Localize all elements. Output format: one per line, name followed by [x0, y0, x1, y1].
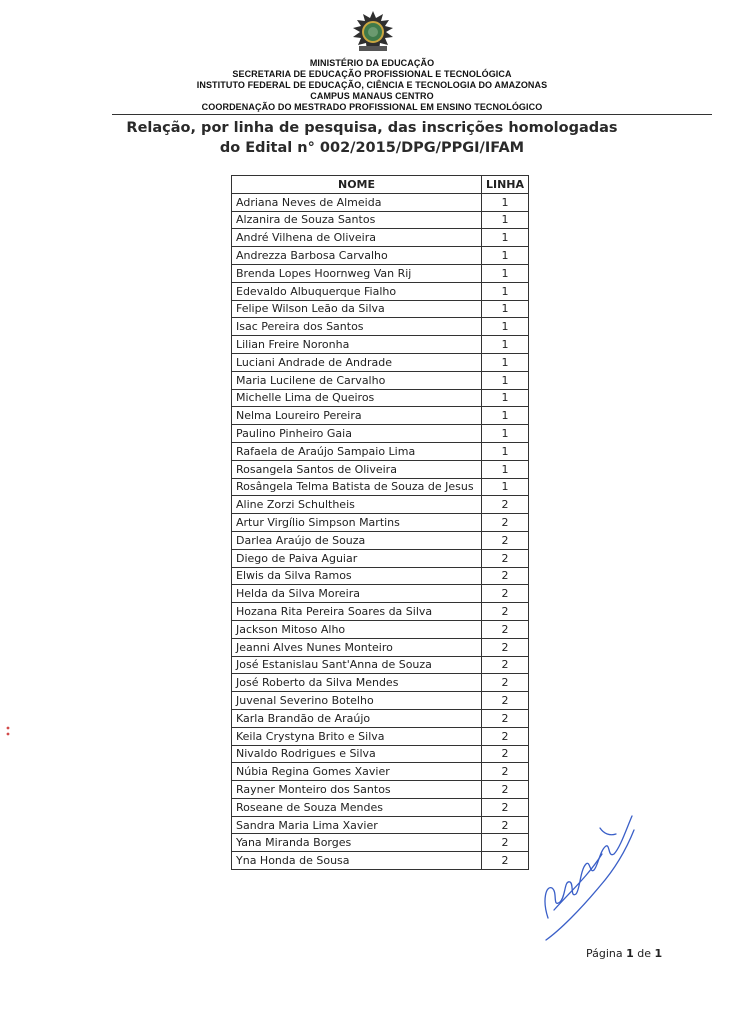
table-row [232, 389, 529, 407]
cell-name: Lilian Freire Noronha [232, 336, 482, 354]
coat-of-arms-icon [350, 10, 396, 56]
table-row [232, 798, 529, 816]
cell-line: 1 [482, 371, 529, 389]
cell-line: 2 [482, 514, 529, 532]
table-row [232, 781, 529, 799]
cell-line: 2 [482, 834, 529, 852]
cell-name: Rosângela Telma Batista de Souza de Jesus [232, 478, 482, 496]
cell-name: Paulino Pinheiro Gaia [232, 425, 482, 443]
cell-line: 1 [482, 229, 529, 247]
cell-name: Keila Crystyna Brito e Silva [232, 727, 482, 745]
cell-line: 2 [482, 585, 529, 603]
cell-name: Nivaldo Rodrigues e Silva [232, 745, 482, 763]
cell-line: 1 [482, 425, 529, 443]
registrations-table [231, 175, 529, 870]
cell-name: Jeanni Alves Nunes Monteiro [232, 638, 482, 656]
cell-name: Rafaela de Araújo Sampaio Lima [232, 442, 482, 460]
table-row [232, 674, 529, 692]
cell-line: 2 [482, 638, 529, 656]
header-coordination: COORDENAÇÃO DO MESTRADO PROFISSIONAL EM ENSINO TECNOLÓGICO [201, 102, 543, 112]
cell-line: 2 [482, 709, 529, 727]
cell-name: Rayner Monteiro dos Santos [232, 781, 482, 799]
page-total: 1 [654, 947, 663, 960]
table-row [232, 567, 529, 585]
table-row [232, 816, 529, 834]
cell-name: José Estanislau Sant'Anna de Souza [232, 656, 482, 674]
cell-name: Helda da Silva Moreira [232, 585, 482, 603]
cell-line: 1 [482, 264, 529, 282]
header-secretariat: SECRETARIA DE EDUCAÇÃO PROFISSIONAL E TECNOLÓGICA [232, 69, 512, 79]
handwritten-signature [530, 790, 650, 950]
table-row [232, 353, 529, 371]
cell-name: Juvenal Severino Botelho [232, 692, 482, 710]
cell-name: Rosangela Santos de Oliveira [232, 460, 482, 478]
table-row [232, 496, 529, 514]
table-row [232, 247, 529, 265]
table-row [232, 692, 529, 710]
table-body [232, 193, 529, 869]
table-row [232, 371, 529, 389]
table-row [232, 282, 529, 300]
table-row [232, 585, 529, 603]
cell-line: 2 [482, 496, 529, 514]
cell-name: Alzanira de Souza Santos [232, 211, 482, 229]
cell-name: Brenda Lopes Hoornweg Van Rij [232, 264, 482, 282]
column-header-name: NOME [232, 176, 482, 194]
table-row [232, 318, 529, 336]
header-campus: CAMPUS MANAUS CENTRO [310, 91, 434, 101]
cell-name: Michelle Lima de Queiros [232, 389, 482, 407]
cell-line: 2 [482, 781, 529, 799]
cell-line: 1 [482, 318, 529, 336]
cell-name: Jackson Mitoso Alho [232, 620, 482, 638]
cell-line: 2 [482, 816, 529, 834]
cell-name: Elwis da Silva Ramos [232, 567, 482, 585]
table-row [232, 407, 529, 425]
cell-line: 1 [482, 247, 529, 265]
cell-name: José Roberto da Silva Mendes [232, 674, 482, 692]
cell-name: Núbia Regina Gomes Xavier [232, 763, 482, 781]
cell-line: 2 [482, 745, 529, 763]
cell-line: 1 [482, 460, 529, 478]
document-title-line1: Relação, por linha de pesquisa, das inscrições homologadas [126, 120, 618, 136]
cell-line: 2 [482, 763, 529, 781]
cell-line: 1 [482, 193, 529, 211]
header-institute: INSTITUTO FEDERAL DE EDUCAÇÃO, CIÊNCIA E TECNOLOGIA DO AMAZONAS [196, 80, 548, 90]
cell-name: Andrezza Barbosa Carvalho [232, 247, 482, 265]
cell-name: Darlea Araújo de Souza [232, 531, 482, 549]
table-row [232, 709, 529, 727]
page-label: Página [586, 947, 623, 960]
cell-line: 2 [482, 531, 529, 549]
table-row [232, 514, 529, 532]
cell-name: Yna Honda de Sousa [232, 852, 482, 870]
table-row [232, 336, 529, 354]
cell-name: Isac Pereira dos Santos [232, 318, 482, 336]
table-row [232, 763, 529, 781]
cell-line: 2 [482, 549, 529, 567]
table-row [232, 264, 529, 282]
cell-name: Hozana Rita Pereira Soares da Silva [232, 603, 482, 621]
cell-line: 1 [482, 211, 529, 229]
cell-line: 2 [482, 620, 529, 638]
column-header-line: LINHA [482, 176, 529, 194]
cell-name: Karla Brandão de Araújo [232, 709, 482, 727]
cell-line: 2 [482, 674, 529, 692]
cell-line: 1 [482, 389, 529, 407]
cell-line: 1 [482, 407, 529, 425]
cell-line: 1 [482, 478, 529, 496]
cell-line: 2 [482, 852, 529, 870]
table-row [232, 656, 529, 674]
page-of: de [637, 947, 652, 960]
table-row [232, 834, 529, 852]
cell-name: Luciani Andrade de Andrade [232, 353, 482, 371]
table-row [232, 549, 529, 567]
cell-line: 2 [482, 798, 529, 816]
cell-name: Felipe Wilson Leão da Silva [232, 300, 482, 318]
page-current: 1 [626, 947, 634, 960]
table-row [232, 727, 529, 745]
cell-name: Roseane de Souza Mendes [232, 798, 482, 816]
table-row [232, 531, 529, 549]
cell-line: 2 [482, 567, 529, 585]
cell-line: 2 [482, 656, 529, 674]
page-number [586, 947, 662, 960]
cell-line: 1 [482, 336, 529, 354]
margin-mark [5, 725, 11, 739]
table-row [232, 460, 529, 478]
cell-name: Artur Virgílio Simpson Martins [232, 514, 482, 532]
table-header-row [232, 176, 529, 194]
cell-name: Edevaldo Albuquerque Fialho [232, 282, 482, 300]
cell-line: 1 [482, 353, 529, 371]
table-row [232, 638, 529, 656]
cell-name: Yana Miranda Borges [232, 834, 482, 852]
table-row [232, 229, 529, 247]
cell-line: 2 [482, 692, 529, 710]
table-row [232, 745, 529, 763]
table-row [232, 300, 529, 318]
table-row [232, 211, 529, 229]
table-row [232, 478, 529, 496]
cell-line: 1 [482, 282, 529, 300]
cell-name: Nelma Loureiro Pereira [232, 407, 482, 425]
cell-line: 1 [482, 442, 529, 460]
table-row [232, 603, 529, 621]
table-row [232, 620, 529, 638]
header-divider [112, 114, 712, 115]
header-ministry: MINISTÉRIO DA EDUCAÇÃO [309, 58, 435, 68]
cell-name: Diego de Paiva Aguiar [232, 549, 482, 567]
cell-name: Maria Lucilene de Carvalho [232, 371, 482, 389]
table-row [232, 442, 529, 460]
table-row [232, 852, 529, 870]
cell-name: Aline Zorzi Schultheis [232, 496, 482, 514]
cell-name: André Vilhena de Oliveira [232, 229, 482, 247]
table-row [232, 425, 529, 443]
cell-line: 2 [482, 727, 529, 745]
cell-name: Sandra Maria Lima Xavier [232, 816, 482, 834]
cell-name: Adriana Neves de Almeida [232, 193, 482, 211]
cell-line: 2 [482, 603, 529, 621]
table-row [232, 193, 529, 211]
document-title-line2: do Edital n° 002/2015/DPG/PPGI/IFAM [219, 140, 525, 156]
cell-line: 1 [482, 300, 529, 318]
